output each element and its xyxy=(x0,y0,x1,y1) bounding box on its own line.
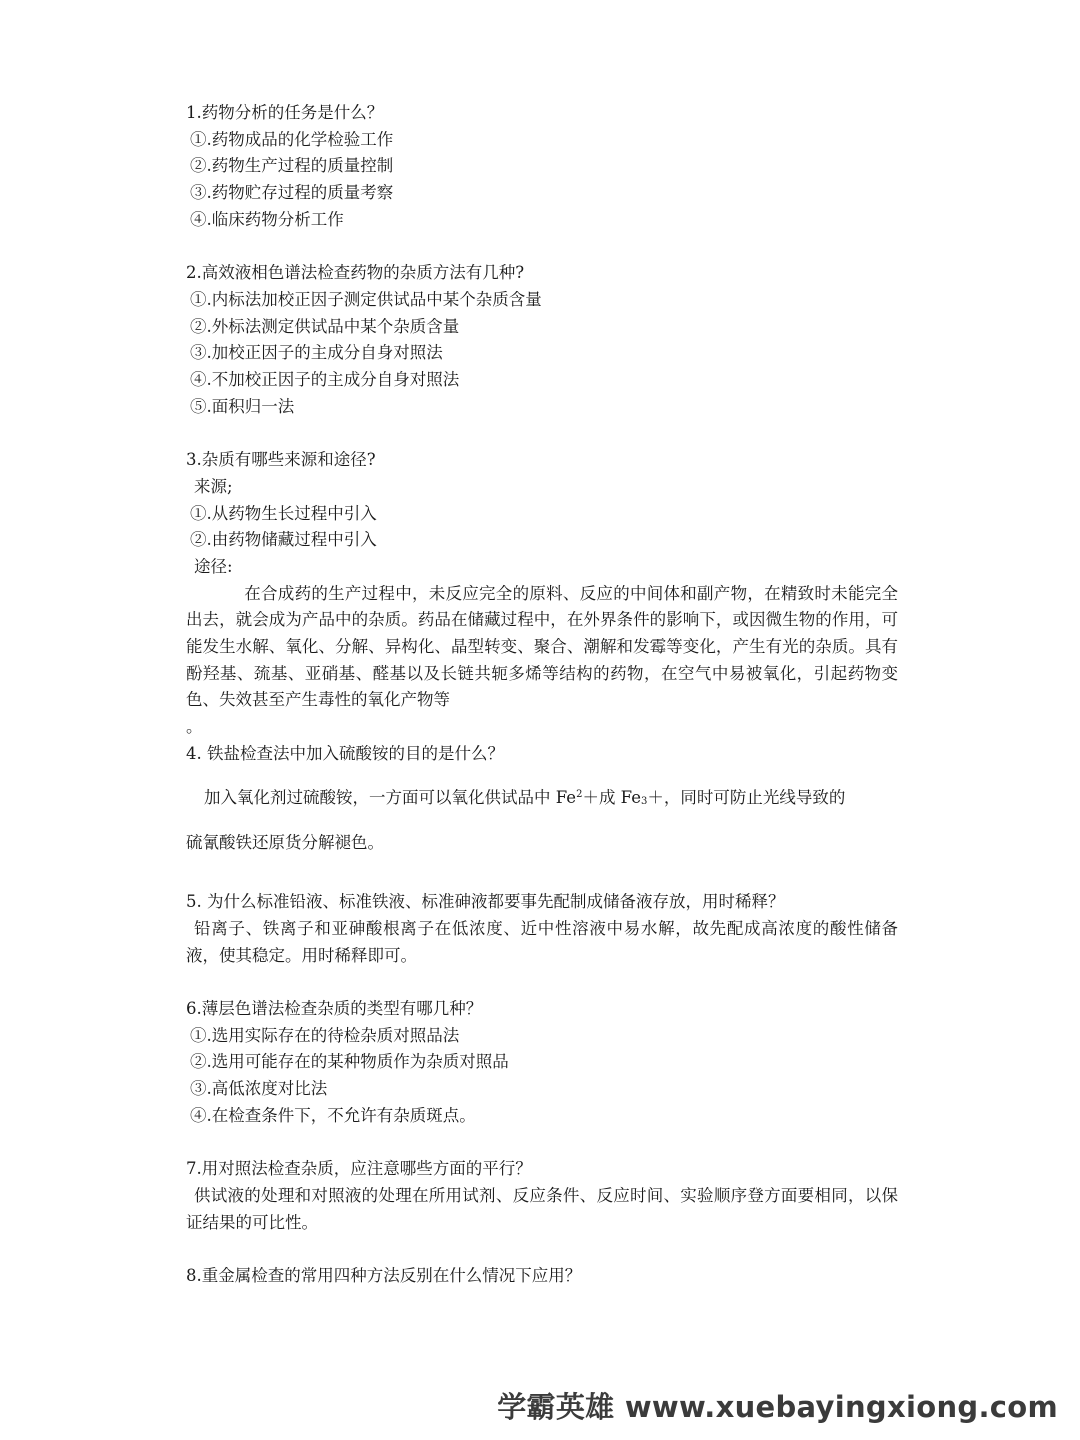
question-2-title: 2.高效液相色谱法检查药物的杂质方法有几种? xyxy=(186,263,525,283)
spacer xyxy=(186,420,898,447)
question-1-item: ④.临床药物分析工作 xyxy=(190,209,344,229)
source-label: 来源; xyxy=(194,476,233,496)
question-5-answer: 铅离子、铁离子和亚砷酸根离子在低浓度、近中性溶液中易水解，故先配成高浓度的酸性储备液，使其稳定。用时稀释即可。 xyxy=(186,918,898,965)
question-2-item: ①.内标法加校正因子测定供试品中某个杂质含量 xyxy=(190,289,542,309)
source-item: ①.从药物生长过程中引入 xyxy=(190,503,377,523)
question-2-item: ③.加校正因子的主成分自身对照法 xyxy=(190,343,443,363)
question-2-item: ②.外标法测定供试品中某个杂质含量 xyxy=(190,316,460,336)
question-2-item: ④.不加校正因子的主成分自身对照法 xyxy=(190,370,460,390)
route-text: 在合成药的生产过程中，未反应完全的原料、反应的中间体和副产物，在精致时未能完全出去，就会成为产品中的杂质。药品在储藏过程中，在外界条件的影响下，或因微生物的作用，可能发生水解、氧化、分解、异构化、晶型转变、聚合、潮解和发霉等变化，产生有光的杂质。具有酚羟基、巯基、亚硝基、醛基以及长链共轭多烯等结构的药物，在空气中易被氧化，引起药物变色、失效甚至产生毒性的氧化产物等 xyxy=(186,583,898,710)
superscript: 2 xyxy=(576,788,583,800)
source-item: ②.由药物储藏过程中引入 xyxy=(190,530,377,550)
route-label: 途径: xyxy=(194,556,233,576)
site-watermark: 学霸英雄 www.xuebayingxiong.com xyxy=(497,1390,1058,1424)
question-6-title: 6.薄层色谱法检查杂质的类型有哪几种？ xyxy=(186,999,483,1019)
route-paragraph xyxy=(186,581,898,715)
question-1-title: 1.药物分析的任务是什么？ xyxy=(186,103,384,122)
question-6-item: ①.选用实际存在的待检杂质对照品法 xyxy=(190,1025,460,1045)
question-3-title: 3.杂质有哪些来源和途径? xyxy=(186,450,376,470)
spacer xyxy=(186,234,898,261)
question-8-title: 8.重金属检查的常用四种方法反别在什么情况下应用？ xyxy=(186,1266,582,1286)
spacer xyxy=(186,861,898,888)
question-4-title: 4. 铁盐检查法中加入硫酸铵的目的是什么？ xyxy=(186,743,504,763)
subscript: 3 xyxy=(641,795,648,807)
answer-text: ＋，同时可防止光线导致的 xyxy=(647,787,846,807)
question-1-item: ③.药物贮存过程的质量考察 xyxy=(190,183,394,203)
spacer xyxy=(186,969,898,996)
question-1-item: ①.药物成品的化学检验工作 xyxy=(190,129,394,149)
question-7-answer: 供试液的处理和对照液的处理在所用试剂、反应条件、反应时间、实验顺序登方面要相同，以保证结果的可比性。 xyxy=(186,1185,898,1232)
question-4-answer xyxy=(186,776,898,820)
question-7-title: 7.用对照法检查杂质，应注意哪些方面的平行？ xyxy=(186,1159,532,1179)
question-2-item: ⑤.面积归一法 xyxy=(190,396,295,416)
question-6-item: ④.在检查条件下，不允许有杂质斑点。 xyxy=(190,1105,476,1125)
spacer xyxy=(186,1130,898,1157)
spacer xyxy=(186,1236,898,1263)
question-4-answer-line2: 硫氰酸铁还原货分解褪色。 xyxy=(186,832,384,852)
answer-text: 加入氧化剂过硫酸铵，一方面可以氧化供试品中 Fe xyxy=(204,787,577,807)
answer-text: ＋成 Fe xyxy=(582,787,641,807)
document-body xyxy=(186,100,898,1290)
question-5-title: 5. 为什么标准铅液、标准铁液、标准砷液都要事先配制成储备液存放，用时稀释？ xyxy=(186,892,785,912)
question-1-item: ②.药物生产过程的质量控制 xyxy=(190,156,394,176)
question-6-item: ②.选用可能存在的某种物质作为杂质对照品 xyxy=(190,1052,509,1072)
trailing-mark: 。 xyxy=(186,717,203,737)
question-6-item: ③.高低浓度对比法 xyxy=(190,1079,328,1099)
